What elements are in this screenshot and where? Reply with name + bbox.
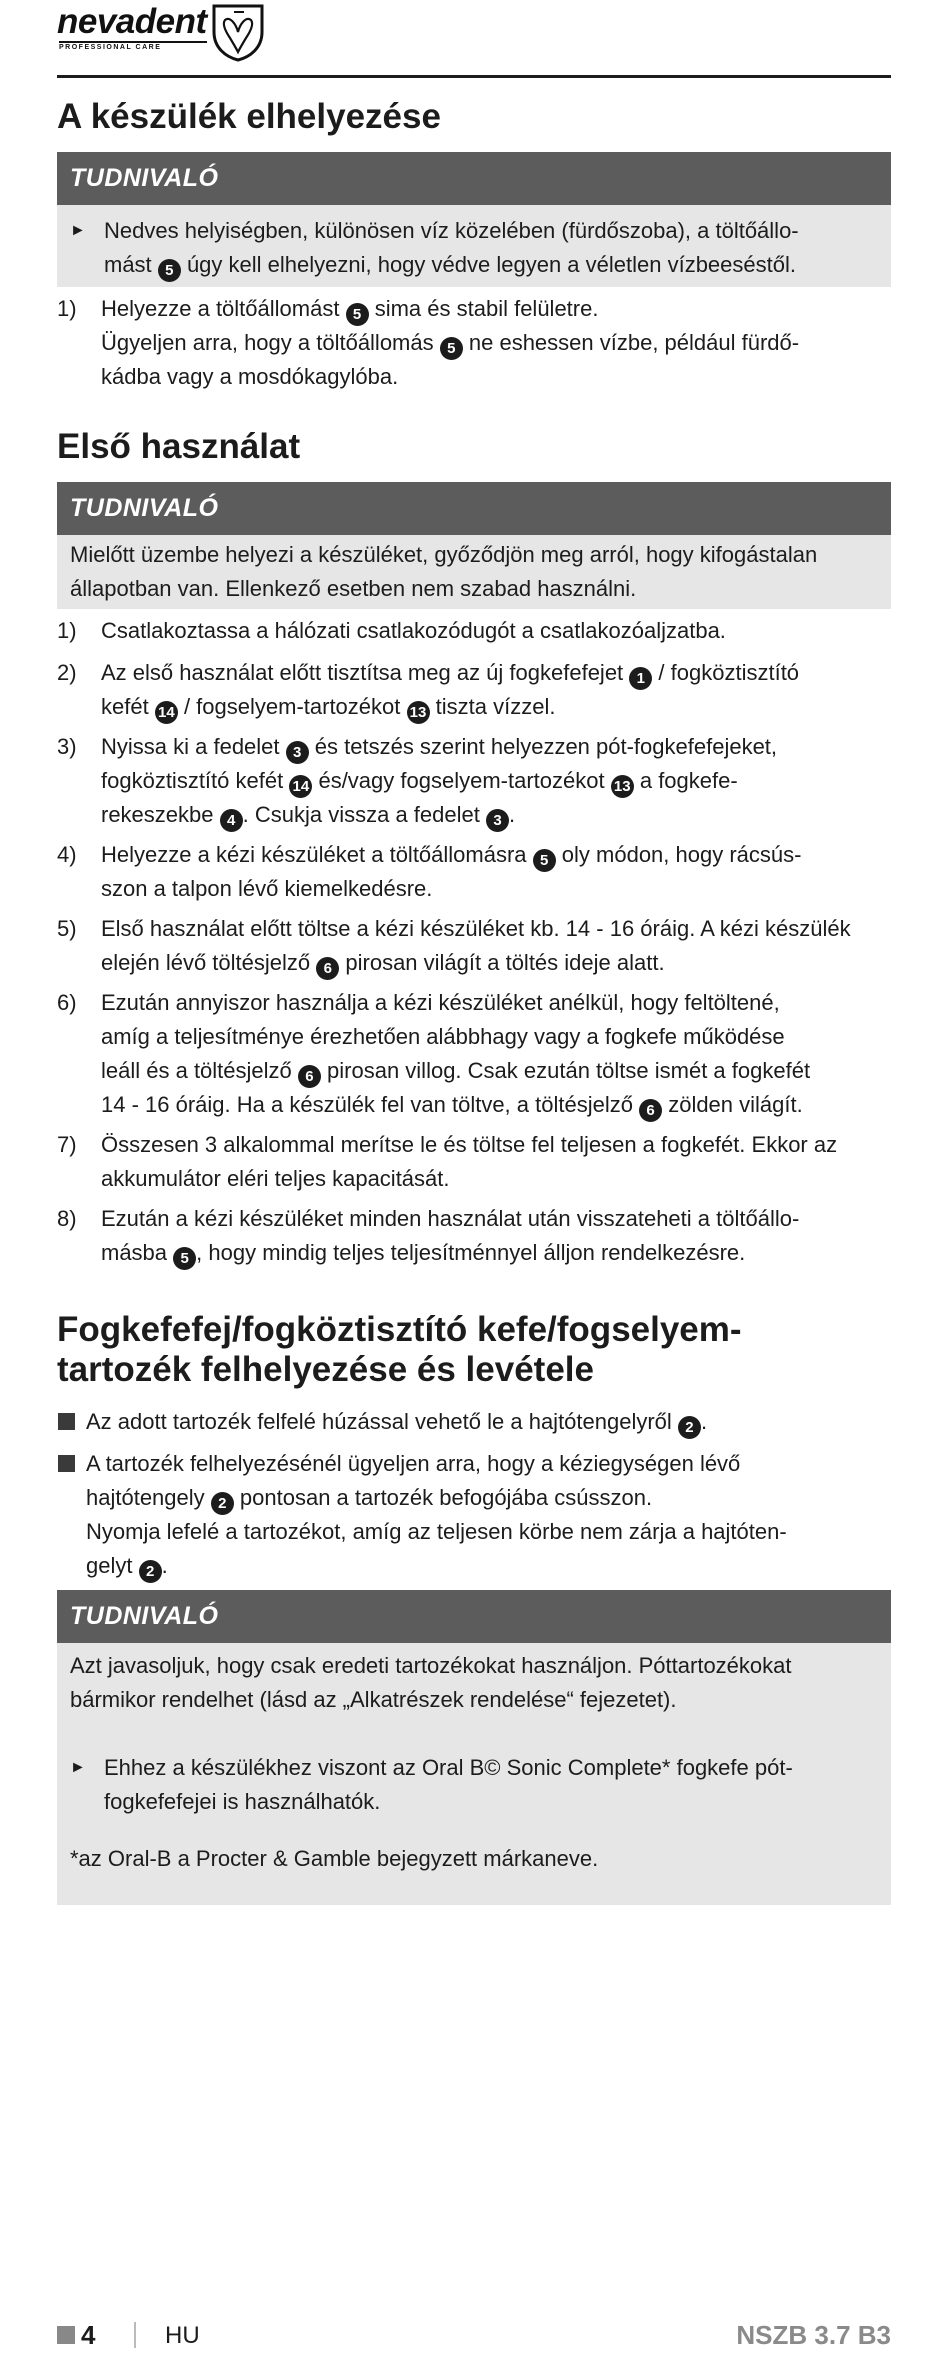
footnote: *az Oral-B a Procter & Gamble bejegyzett márkaneve. [70,1846,599,1871]
note-header: TUDNIVALÓ [57,482,891,535]
note-header: TUDNIVALÓ [57,1590,891,1643]
callout-14-icon: 14 [155,701,178,724]
note-text-line: Nedves helyiségben, különösen víz közelében (fürdőszoba), a töltőállo- [104,218,799,243]
model-number: NSZB 3.7 B3 [736,2320,891,2350]
callout-6-icon: 6 [316,957,339,980]
callout-6-icon: 6 [298,1065,321,1088]
square-bullet-icon [58,1455,75,1472]
note-box [57,205,891,287]
note-header: TUDNIVALÓ [57,152,891,205]
square-marker-icon [57,2326,75,2344]
callout-1-icon: 1 [629,667,652,690]
square-bullet-icon [58,1413,75,1430]
callout-5-icon: 5 [346,303,369,326]
section-title-first-use: Első használat [57,427,301,466]
callout-2-icon: 2 [139,1560,162,1583]
callout-4-icon: 4 [220,809,243,832]
callout-13-icon: 13 [611,775,634,798]
arrow-right-icon: ► [70,1759,86,1776]
callout-6-icon: 6 [639,1099,662,1122]
note-box: Mielőtt üzembe helyezi a készüléket, győződjön meg arról, hogy kifogástalan állapotban van. Ellenkező esetben nem szabad használni. [57,535,891,609]
callout-2-icon: 2 [678,1416,701,1439]
callout-2-icon: 2 [211,1492,234,1515]
page-footer [57,2320,891,2350]
bullet-item: A tartozék felhelyezésénél ügyeljen arra, hogy a kéziegységen lévő hajtótengely 2 pontosan a tartozék befogójába csússzon. Nyomja lefelé a tartozékot, amíg az teljesen körbe nem zárja a hajtóten- gelyt 2 . [57,1447,891,1583]
brand-logo-subtitle: PROFESSIONAL CARE [59,41,207,52]
list-item: 1) Helyezze a töltőállomást 5 sima és stabil felületre. Ügyeljen arra, hogy a töltőállomás 5 ne eshessen vízbe, például fürdő- kádba vagy a mosdókagylóba. [57,296,800,389]
callout-3-icon: 3 [286,741,309,764]
note-text-line: mást 5 úgy kell elhelyezni, hogy védve legyen a véletlen vízbeeséstől. [104,248,891,282]
shield-logo-icon [210,2,266,62]
page-number: 4 [81,2320,96,2350]
callout-3-icon: 3 [486,809,509,832]
note-arrow-item [57,214,891,282]
bullet-item: Az adott tartozék felfelé húzással vehető le a hajtótengelyről 2 . [57,1405,891,1439]
arrow-right-icon: ► [70,222,86,239]
page-header [57,0,891,78]
callout-13-icon: 13 [407,701,430,724]
section-title-accessory: Fogkefefej/fogköztisztító kefe/fogselyem- tartozék felhelyezése és levétele [57,1310,742,1389]
callout-5-icon: 5 [158,259,181,282]
brand-logo: nevadent [57,2,207,41]
callout-5-icon: 5 [173,1247,196,1270]
callout-5-icon: 5 [440,337,463,360]
note-box: Azt javasoljuk, hogy csak eredeti tartozékokat használjon. Póttartozékokat bármikor rendelhet (lásd az „Alkatrészek rendelése“ fejezetet). ► Ehhez a készülékhez viszont az Oral B© Sonic Complete* fogkefe pót- fogkefefejei is használhatók. *az Oral-B a Procter & Gamble bejegyzett márkaneve. [57,1643,891,1905]
note-arrow-item: ► Ehhez a készülékhez viszont az Oral B© Sonic Complete* fogkefe pót- fogkefefejei is használhatók. [70,1751,878,1819]
section-title-placement: A készülék elhelyezése [57,97,441,136]
footer-divider [134,2322,136,2348]
callout-5-icon: 5 [533,849,556,872]
language-code: HU [165,2322,200,2349]
callout-14-icon: 14 [289,775,312,798]
